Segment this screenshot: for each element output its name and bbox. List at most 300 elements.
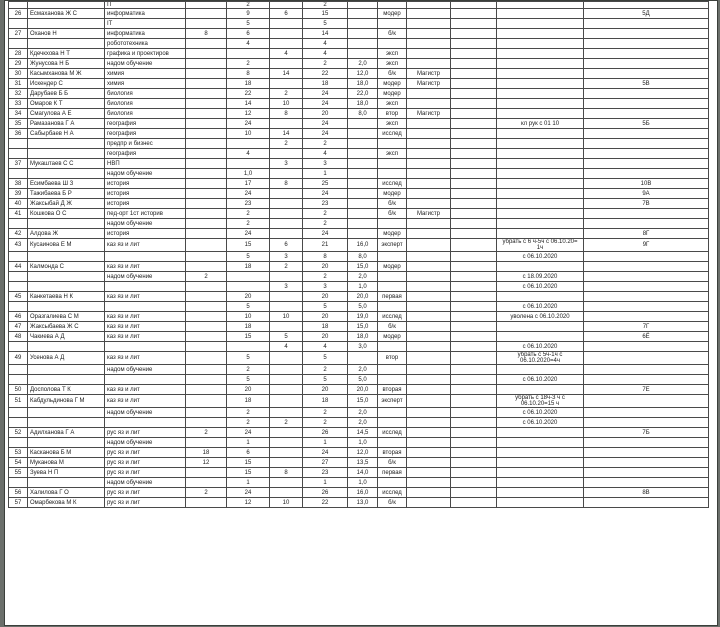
- extra-cell: [451, 395, 497, 408]
- note-cell: [497, 9, 584, 19]
- extra-cell: [451, 139, 497, 149]
- hours-col-c: [270, 2, 303, 9]
- hours-col-a: [186, 39, 227, 49]
- teacher-name: Жунусова Н Б: [28, 59, 105, 69]
- extra-cell: [451, 312, 497, 322]
- degree-cell: [407, 292, 451, 302]
- class-cell: [584, 19, 709, 29]
- hours-col-c: 8: [270, 179, 303, 189]
- category-cell: модер: [378, 89, 407, 99]
- category-cell: эксперт: [378, 239, 407, 252]
- category-cell: [378, 219, 407, 229]
- note-cell: убрать с 5ч-1ч с 06.10.2020=4ч: [497, 352, 584, 365]
- table-row: [9, 448, 709, 458]
- hours-total: 14: [303, 29, 348, 39]
- rate-value: [348, 229, 378, 239]
- note-cell: [497, 139, 584, 149]
- row-number: 34: [9, 109, 28, 119]
- class-cell: 9Г: [584, 239, 709, 252]
- row-number: [9, 149, 28, 159]
- class-cell: [584, 129, 709, 139]
- hours-col-a: [186, 19, 227, 29]
- class-cell: [584, 478, 709, 488]
- class-cell: [584, 352, 709, 365]
- hours-col-c: [270, 478, 303, 488]
- category-cell: [378, 365, 407, 375]
- subject-cell: рус яз и лит: [105, 448, 186, 458]
- note-cell: [497, 89, 584, 99]
- category-cell: эксп: [378, 119, 407, 129]
- hours-col-b: 12: [227, 109, 270, 119]
- extra-cell: [451, 262, 497, 272]
- category-cell: модер: [378, 189, 407, 199]
- category-cell: втор: [378, 109, 407, 119]
- degree-cell: [407, 458, 451, 468]
- row-number: 55: [9, 468, 28, 478]
- class-cell: [584, 438, 709, 448]
- rate-value: [348, 39, 378, 49]
- class-cell: 7В: [584, 199, 709, 209]
- row-number: 30: [9, 69, 28, 79]
- teacher-name: [28, 2, 105, 9]
- note-cell: [497, 468, 584, 478]
- class-cell: [584, 365, 709, 375]
- row-number: 26: [9, 9, 28, 19]
- rate-value: 14,0: [348, 468, 378, 478]
- extra-cell: [451, 189, 497, 199]
- extra-cell: [451, 428, 497, 438]
- teacher-name: [28, 169, 105, 179]
- note-cell: с 06.10.2020: [497, 302, 584, 312]
- rate-value: 12,0: [348, 69, 378, 79]
- hours-total: 27: [303, 458, 348, 468]
- rate-value: [348, 149, 378, 159]
- hours-col-c: [270, 59, 303, 69]
- extra-cell: [451, 448, 497, 458]
- teacher-name: Адилханова Г А: [28, 428, 105, 438]
- note-cell: [497, 488, 584, 498]
- hours-total: 1: [303, 478, 348, 488]
- extra-cell: [451, 478, 497, 488]
- subject-cell: каз яз и лит: [105, 385, 186, 395]
- subject-cell: [105, 418, 186, 428]
- extra-cell: [451, 69, 497, 79]
- note-cell: [497, 49, 584, 59]
- hours-col-c: [270, 352, 303, 365]
- rate-value: 1,0: [348, 478, 378, 488]
- category-cell: исслед: [378, 488, 407, 498]
- degree-cell: [407, 19, 451, 29]
- extra-cell: [451, 19, 497, 29]
- hours-total: 2: [303, 272, 348, 282]
- hours-col-a: [186, 69, 227, 79]
- note-cell: с 06.10.2020: [497, 342, 584, 352]
- class-cell: [584, 458, 709, 468]
- extra-cell: [451, 9, 497, 19]
- rate-value: 15,0: [348, 395, 378, 408]
- rate-value: [348, 2, 378, 9]
- hours-col-b: 24: [227, 119, 270, 129]
- note-cell: [497, 129, 584, 139]
- extra-cell: [451, 252, 497, 262]
- class-cell: 9А: [584, 189, 709, 199]
- category-cell: первая: [378, 468, 407, 478]
- table-row: [9, 2, 709, 9]
- hours-col-c: 10: [270, 312, 303, 322]
- table-row: [9, 468, 709, 478]
- row-number: [9, 39, 28, 49]
- hours-total: 22: [303, 498, 348, 508]
- teacher-name: Жаксыбаева Ж С: [28, 322, 105, 332]
- row-number: 44: [9, 262, 28, 272]
- hours-col-b: 14: [227, 99, 270, 109]
- teacher-name: Омарбекова М К: [28, 498, 105, 508]
- note-cell: уволена с 06.10.2020: [497, 312, 584, 322]
- teacher-name: [28, 139, 105, 149]
- hours-col-b: 24: [227, 428, 270, 438]
- hours-col-b: [227, 159, 270, 169]
- hours-total: 26: [303, 488, 348, 498]
- category-cell: исслед: [378, 428, 407, 438]
- row-number: [9, 418, 28, 428]
- hours-total: 24: [303, 189, 348, 199]
- note-cell: [497, 292, 584, 302]
- hours-total: 4: [303, 149, 348, 159]
- hours-col-a: 2: [186, 428, 227, 438]
- category-cell: эксперт: [378, 395, 407, 408]
- hours-col-a: 8: [186, 29, 227, 39]
- degree-cell: [407, 189, 451, 199]
- hours-col-a: [186, 159, 227, 169]
- class-cell: [584, 282, 709, 292]
- class-cell: [584, 418, 709, 428]
- row-number: 39: [9, 189, 28, 199]
- subject-cell: рус яз и лит: [105, 468, 186, 478]
- note-cell: [497, 19, 584, 29]
- teacher-name: [28, 282, 105, 292]
- hours-col-a: [186, 2, 227, 9]
- row-number: 48: [9, 332, 28, 342]
- category-cell: модер: [378, 229, 407, 239]
- table-row: [9, 478, 709, 488]
- row-number: 40: [9, 199, 28, 209]
- teacher-name: Смагулова А Е: [28, 109, 105, 119]
- rate-value: 13,0: [348, 498, 378, 508]
- hours-col-a: [186, 9, 227, 19]
- note-cell: [497, 385, 584, 395]
- hours-total: 5: [303, 302, 348, 312]
- note-cell: с 06.10.2020: [497, 418, 584, 428]
- teacher-name: Алдова Ж: [28, 229, 105, 239]
- hours-col-c: 6: [270, 239, 303, 252]
- hours-col-b: 15: [227, 458, 270, 468]
- hours-col-c: [270, 408, 303, 418]
- hours-col-c: 2: [270, 139, 303, 149]
- category-cell: эксп: [378, 49, 407, 59]
- hours-total: 1: [303, 169, 348, 179]
- degree-cell: [407, 129, 451, 139]
- extra-cell: [451, 89, 497, 99]
- hours-col-c: [270, 385, 303, 395]
- degree-cell: [407, 332, 451, 342]
- row-number: [9, 478, 28, 488]
- table-row: [9, 99, 709, 109]
- row-number: [9, 169, 28, 179]
- category-cell: первая: [378, 292, 407, 302]
- note-cell: [497, 169, 584, 179]
- note-cell: [497, 69, 584, 79]
- hours-total: 2: [303, 209, 348, 219]
- category-cell: [378, 252, 407, 262]
- hours-col-b: 2: [227, 209, 270, 219]
- subject-cell: рус яз и лит: [105, 428, 186, 438]
- rate-value: [348, 352, 378, 365]
- teacher-name: [28, 342, 105, 352]
- hours-total: 20: [303, 109, 348, 119]
- hours-total: 5: [303, 375, 348, 385]
- teacher-name: [28, 302, 105, 312]
- hours-col-a: 12: [186, 458, 227, 468]
- hours-col-a: [186, 292, 227, 302]
- hours-total: 5: [303, 19, 348, 29]
- hours-col-a: [186, 352, 227, 365]
- class-cell: [584, 159, 709, 169]
- extra-cell: [451, 129, 497, 139]
- class-cell: [584, 89, 709, 99]
- extra-cell: [451, 49, 497, 59]
- class-cell: [584, 342, 709, 352]
- hours-col-c: 5: [270, 332, 303, 342]
- hours-col-b: [227, 282, 270, 292]
- teacher-name: Кабдульдинова Г М: [28, 395, 105, 408]
- teacher-name: Оханов Н: [28, 29, 105, 39]
- class-cell: [584, 498, 709, 508]
- hours-col-c: [270, 322, 303, 332]
- hours-col-b: 2: [227, 2, 270, 9]
- hours-col-a: [186, 312, 227, 322]
- table-row: [9, 89, 709, 99]
- hours-col-c: [270, 229, 303, 239]
- hours-total: 26: [303, 428, 348, 438]
- degree-cell: [407, 159, 451, 169]
- degree-cell: [407, 448, 451, 458]
- hours-total: 2: [303, 139, 348, 149]
- hours-col-a: [186, 229, 227, 239]
- hours-col-b: 2: [227, 59, 270, 69]
- class-cell: [584, 59, 709, 69]
- row-number: 52: [9, 428, 28, 438]
- hours-col-b: 8: [227, 69, 270, 79]
- degree-cell: [407, 395, 451, 408]
- subject-cell: каз яз и лит: [105, 239, 186, 252]
- category-cell: исслед: [378, 179, 407, 189]
- table-row: [9, 69, 709, 79]
- hours-total: 24: [303, 129, 348, 139]
- hours-col-c: [270, 79, 303, 89]
- subject-cell: каз яз и лит: [105, 262, 186, 272]
- category-cell: модер: [378, 332, 407, 342]
- category-cell: вторая: [378, 448, 407, 458]
- note-cell: [497, 159, 584, 169]
- row-number: 47: [9, 322, 28, 332]
- category-cell: модер: [378, 79, 407, 89]
- hours-col-c: 2: [270, 89, 303, 99]
- hours-col-a: 2: [186, 488, 227, 498]
- teacher-name: Досполова Т К: [28, 385, 105, 395]
- degree-cell: [407, 169, 451, 179]
- teacher-name: [28, 478, 105, 488]
- hours-col-a: [186, 438, 227, 448]
- teacher-name: [28, 39, 105, 49]
- hours-col-c: 2: [270, 262, 303, 272]
- teacher-name: Кдечкхова Н Т: [28, 49, 105, 59]
- hours-col-a: [186, 109, 227, 119]
- hours-col-b: 5: [227, 19, 270, 29]
- teacher-name: [28, 408, 105, 418]
- row-number: [9, 438, 28, 448]
- degree-cell: [407, 438, 451, 448]
- hours-col-c: 2: [270, 418, 303, 428]
- hours-col-a: [186, 395, 227, 408]
- hours-col-a: [186, 119, 227, 129]
- extra-cell: [451, 179, 497, 189]
- hours-col-c: [270, 302, 303, 312]
- class-cell: [584, 109, 709, 119]
- hours-col-a: [186, 179, 227, 189]
- extra-cell: [451, 109, 497, 119]
- table-row: [9, 109, 709, 119]
- subject-cell: надом обучение: [105, 478, 186, 488]
- row-number: [9, 219, 28, 229]
- degree-cell: [407, 408, 451, 418]
- row-number: 27: [9, 29, 28, 39]
- degree-cell: [407, 119, 451, 129]
- row-number: [9, 19, 28, 29]
- hours-col-a: [186, 149, 227, 159]
- table-row: [9, 179, 709, 189]
- rate-value: 8,0: [348, 109, 378, 119]
- hours-total: 18: [303, 395, 348, 408]
- hours-col-c: [270, 438, 303, 448]
- class-cell: [584, 375, 709, 385]
- table-row: [9, 282, 709, 292]
- teacher-name: Халилова Г О: [28, 488, 105, 498]
- category-cell: [378, 342, 407, 352]
- note-cell: [497, 39, 584, 49]
- class-cell: [584, 99, 709, 109]
- hours-col-c: 4: [270, 49, 303, 59]
- degree-cell: [407, 322, 451, 332]
- rate-value: 20,0: [348, 292, 378, 302]
- hours-col-c: 8: [270, 468, 303, 478]
- hours-col-a: [186, 99, 227, 109]
- degree-cell: [407, 2, 451, 9]
- hours-total: 3: [303, 282, 348, 292]
- row-number: 36: [9, 129, 28, 139]
- extra-cell: [451, 418, 497, 428]
- note-cell: [497, 438, 584, 448]
- hours-total: 20: [303, 332, 348, 342]
- table-row: [9, 262, 709, 272]
- table-row: [9, 438, 709, 448]
- degree-cell: Магистр: [407, 79, 451, 89]
- class-cell: [584, 312, 709, 322]
- table-row: [9, 498, 709, 508]
- rate-value: [348, 169, 378, 179]
- subject-cell: химия: [105, 79, 186, 89]
- teacher-name: Кусаинова Е М: [28, 239, 105, 252]
- teacher-name: Есмаханова Ж С: [28, 9, 105, 19]
- row-number: [9, 139, 28, 149]
- row-number: [9, 375, 28, 385]
- subject-cell: биология: [105, 99, 186, 109]
- extra-cell: [451, 468, 497, 478]
- degree-cell: [407, 375, 451, 385]
- rate-value: [348, 9, 378, 19]
- note-cell: [497, 59, 584, 69]
- rate-value: 13,5: [348, 458, 378, 468]
- subject-cell: [105, 342, 186, 352]
- category-cell: [378, 159, 407, 169]
- hours-col-c: [270, 448, 303, 458]
- class-cell: [584, 448, 709, 458]
- hours-col-b: 2: [227, 219, 270, 229]
- hours-col-b: 1: [227, 438, 270, 448]
- rate-value: 2,0: [348, 418, 378, 428]
- extra-cell: [451, 322, 497, 332]
- rate-value: 14,5: [348, 428, 378, 438]
- subject-cell: информатика: [105, 29, 186, 39]
- rate-value: [348, 199, 378, 209]
- table-row: [9, 292, 709, 302]
- table-row: [9, 252, 709, 262]
- hours-col-b: 4: [227, 149, 270, 159]
- teacher-name: [28, 365, 105, 375]
- extra-cell: [451, 342, 497, 352]
- table-row: [9, 199, 709, 209]
- hours-total: 23: [303, 468, 348, 478]
- category-cell: [378, 19, 407, 29]
- rate-value: [348, 19, 378, 29]
- note-cell: [497, 209, 584, 219]
- row-number: 56: [9, 488, 28, 498]
- hours-total: 21: [303, 239, 348, 252]
- rate-value: [348, 119, 378, 129]
- note-cell: [497, 428, 584, 438]
- hours-col-b: 6: [227, 29, 270, 39]
- class-cell: [584, 39, 709, 49]
- hours-total: 24: [303, 89, 348, 99]
- category-cell: б/к: [378, 322, 407, 332]
- rate-value: 12,0: [348, 448, 378, 458]
- row-number: [9, 272, 28, 282]
- category-cell: [378, 418, 407, 428]
- hours-col-a: [186, 129, 227, 139]
- table-row: [9, 49, 709, 59]
- category-cell: вторая: [378, 385, 407, 395]
- hours-total: 2: [303, 408, 348, 418]
- degree-cell: [407, 418, 451, 428]
- hours-total: 2: [303, 219, 348, 229]
- row-number: [9, 282, 28, 292]
- category-cell: б/к: [378, 69, 407, 79]
- extra-cell: [451, 199, 497, 209]
- hours-col-b: 23: [227, 199, 270, 209]
- class-cell: 6Ё: [584, 332, 709, 342]
- hours-col-c: [270, 189, 303, 199]
- degree-cell: [407, 468, 451, 478]
- subject-cell: история: [105, 179, 186, 189]
